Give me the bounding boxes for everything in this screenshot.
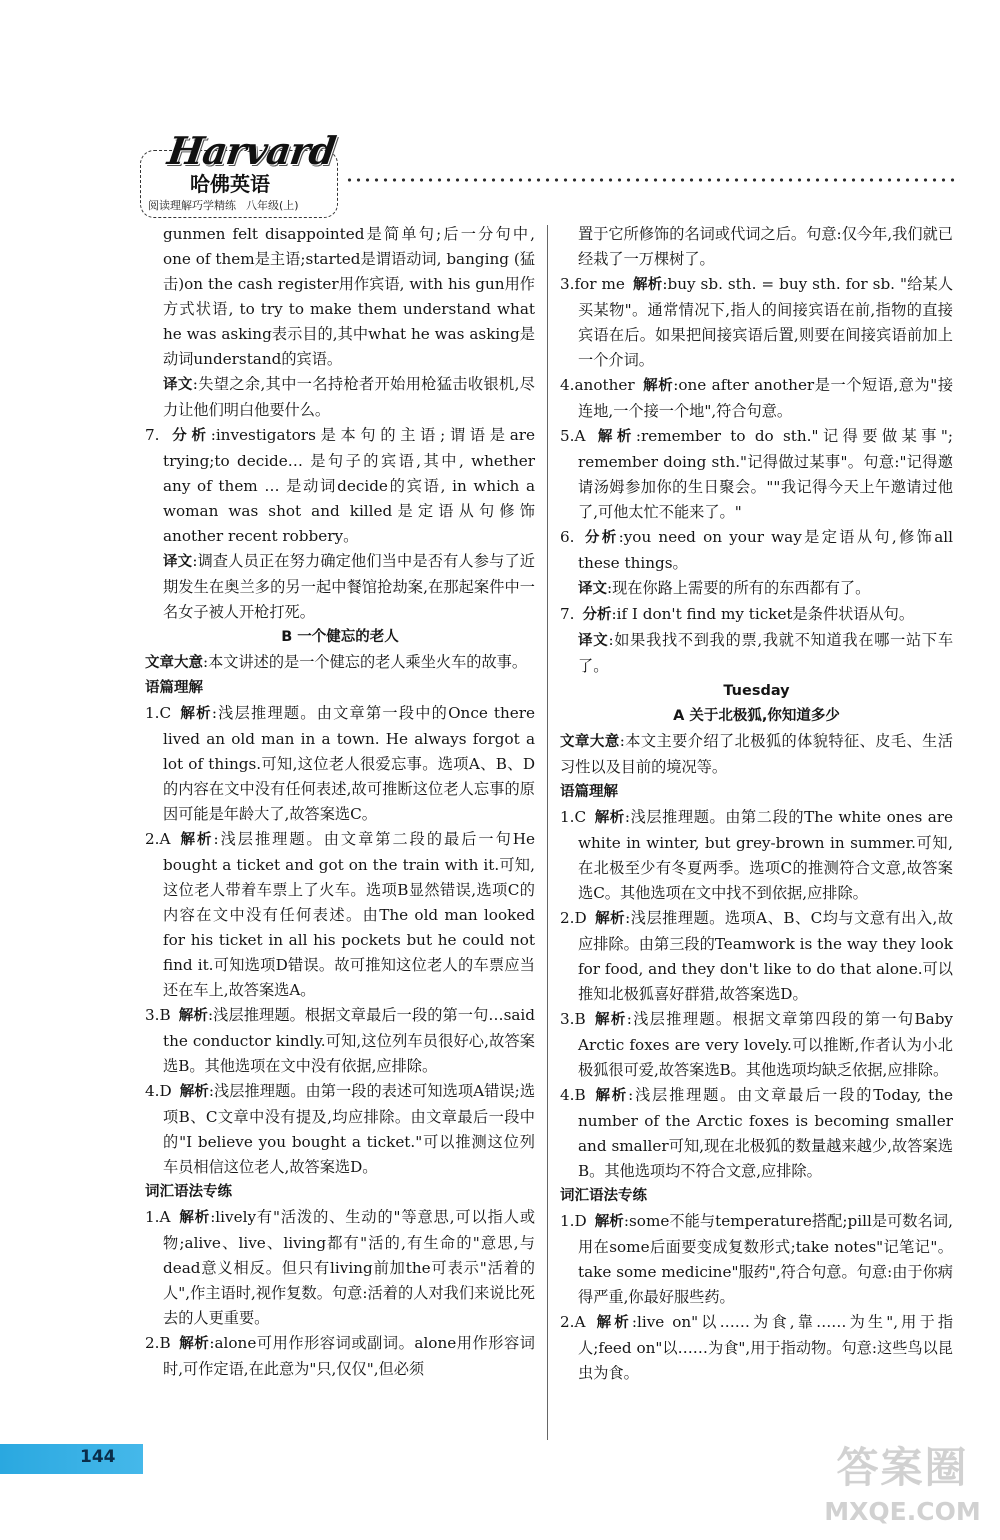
item-number: 4.B [560,1086,586,1104]
paragraph [145,676,535,701]
paragraph [145,827,535,1003]
paragraph-text: :浅层推理题。由第一段的表述可知选项A错误;选项B、C文章中没有提及,均应排除。由文章最后一段中的"I believe you bought a ticket."可以推测这位列车员相信这位老人,故答案选D。 [163,1082,536,1176]
item-label: 文章大意 [560,734,620,750]
paragraph [145,372,535,423]
item-number: 7. [145,426,160,444]
paragraph-text: :本文讲述的是一个健忘的老人乘坐火车的故事。 [203,653,528,671]
paragraph-text: :失望之余,其中一名持枪者开始用枪猛击收银机,尽力让他们明白他要什么。 [163,375,535,419]
paragraph-text: B 一个健忘的老人 [281,629,399,645]
item-number: 4.D [145,1082,172,1100]
item-label: 解析 [632,277,663,293]
paragraph-text: :lively有"活泼的、生动的"等意思,可以指人或物;alive、live、living都有"活的,有生命的"意思,与dead意义相反。但只有living前加the可表示"活着的人",作主语时,视作复数。句意:活着的人对我们来说比死去的人更重要。 [163,1208,536,1327]
item-label: 解析 [594,911,626,927]
watermark-url: MXQE.COM [824,1497,981,1526]
item-number: 7. [560,605,575,623]
item-label: 分析 [167,428,211,444]
paragraph [560,628,953,679]
paragraph-text: :investigators是本句的主语;谓语是are trying;to decide… 是句子的宾语,其中, whether any of them … 是动词decide的宾语, in which a woman was shot and killed是定语从句修饰another recent robbery。 [163,426,536,545]
item-number: 1.D [560,1212,587,1230]
item-number: 6. [560,528,575,546]
paragraph [560,1007,953,1083]
series-name: 阅读理解巧学精练 [148,199,236,212]
item-label: 译文 [578,633,609,649]
grade-label: 八年级(上) [246,199,299,212]
paragraph [560,1184,953,1209]
item-label: 解析 [593,429,636,445]
paragraph [145,1003,535,1079]
item-label: 解析 [594,1214,624,1230]
paragraph [560,576,953,602]
paragraph-text: :some不能与temperature搭配;pill是可数名词,用在some后面要变成复数形式;take notes"记笔记"。take some medicine"服药",符合句意。句意:由于你病得严重,你最好服些药。 [578,1212,953,1306]
paragraph [560,222,953,272]
item-number: 3.B [560,1010,586,1028]
item-label: 解析 [179,1084,209,1100]
dotted-rule [345,178,960,182]
paragraph [560,906,953,1007]
item-label: 解析 [593,1012,627,1028]
paragraph-text: 语篇理解 [560,784,618,800]
paragraph-text: :浅层推理题。根据文章最后一段的第一句…said the conductor kindly.可知,这位列车员很好心,故答案选B。其他选项在文中没有依据,应排除。 [163,1006,536,1075]
paragraph [145,549,535,625]
item-number: 4.another [560,376,635,394]
item-label: 分析 [582,607,612,623]
paragraph-text: 词汇语法专练 [560,1188,647,1204]
paragraph-text: :调查人员正在努力确定他们当中是否有人参与了近期发生在奥兰多的另一起中餐馆抢劫案,在那起案件中一名女子被人开枪打死。 [163,552,535,621]
item-label: 解析 [178,1008,208,1024]
paragraph [145,1180,535,1205]
watermark-logo [815,1440,990,1536]
item-label: 解析 [179,706,212,722]
paragraph-text: :浅层推理题。由文章最后一段的Today, the number of the Arctic foxes is becoming smaller and smaller可知,现在北极狐的数量越来越少,故答案选B。其他选项均不符合文意,应排除。 [578,1086,954,1180]
paragraph-text: :buy sb. sth. = buy sth. for sb. "给某人买某物"。通常情况下,指人的间接宾语在前,指物的直接宾语在后。如果把间接宾语后置,则要在间接宾语前加上一个介词。 [578,275,954,369]
brand-logo: Harvard [164,128,339,173]
paragraph [145,1205,535,1331]
page-number-tab [0,1444,143,1474]
paragraph [145,701,535,827]
paragraph [560,704,953,729]
paragraph-text: Tuesday [723,683,790,699]
paragraph [560,1310,953,1386]
item-number: 1.A [145,1208,171,1226]
item-number: 3.B [145,1006,171,1024]
paragraph-text: 置于它所修饰的名词或代词之后。句意:仅今年,我们就已经栽了一万棵树了。 [578,225,953,268]
item-label: 译文 [578,581,607,597]
item-label: 解析 [642,378,674,394]
paragraph-text: A 关于北极狐,你知道多少 [673,708,840,724]
item-number: 2.B [145,1334,171,1352]
paragraph [145,1331,535,1382]
item-number: 2.D [560,909,587,927]
paragraph [560,272,953,373]
item-label: 解析 [178,832,214,848]
paragraph-text: :one after another是一个短语,意为"接连地,一个接一个地",符合句意。 [578,376,954,420]
watermark-text: 答案圈 [836,1443,969,1492]
paragraph [145,625,535,650]
book-meta [148,197,299,213]
paragraph [560,1083,953,1184]
running-header [140,128,960,218]
paragraph-text: gunmen felt disappointed是简单句;后一分句中, one of them是主语;started是谓语动词, banging (猛击)on the cash register用作宾语, with his gun用作方式状语, to try to make them understand what he was asking表示目的,其中what he was asking是动词understand的宾语。 [163,225,535,368]
item-label: 分析 [582,530,619,546]
item-number: 3.for me [560,275,625,293]
paragraph-text: :浅层推理题。由第二段的The white ones are white in winter, but grey-brown in summer.可知,在北极至少有冬夏两季。选项C的推测符合文意,故答案选C。其他选项在文中找不到依据,应排除。 [578,808,953,902]
paragraph-text: :浅层推理题。由文章第一段中的Once there lived an old man in a town. He always forgot a lot of things.可知,这位老人很爱忘事。选项A、B、D的内容在文中没有任何表述,故可推断这位老人忘事的原因可能是年龄大了,故答案选C。 [163,704,535,823]
paragraph-text: 语篇理解 [145,680,203,696]
item-label: 解析 [593,1088,629,1104]
paragraph [560,780,953,805]
paragraph [145,650,535,676]
paragraph-text: :浅层推理题。由文章第二段的最后一句He bought a ticket and got on the train with it.可知,这位老人带着车票上了火车。选项B显然错误,选项C的内容在文中没有任何表述。由The old man looked for his ticket in all his pockets but he could not find it.可知选项D错误。故可推知这位老人的车票应当还在车上,故答案选A。 [163,830,535,999]
paragraph-text: 词汇语法专练 [145,1184,232,1200]
paragraph-text: :remember to do sth."记得要做某事"; remember doing sth."记得做过某事"。句意:"记得邀请汤姆参加你的生日聚会。""我记得今天上午邀请过他了,可他太忙不能来了。" [578,427,953,521]
paragraph-text: :if I don't find my ticket是条件状语从句。 [611,605,915,623]
paragraph-text: :浅层推理题。选项A、B、C均与文意有出入,故应排除。由第三段的Teamwork is the way they look for food, and they don't like to do that alone.可以推知北极狐喜好群猎,故答案选D。 [578,909,954,1003]
left-column [145,222,535,1382]
paragraph-text: :本文主要介绍了北极狐的体貌特征、皮毛、生活习性以及目前的境况等。 [560,732,953,776]
paragraph-text: :如果我找不到我的票,我就不知道我在哪一站下车了。 [578,631,954,675]
paragraph [560,424,953,525]
column-divider [547,225,548,1440]
paragraph-text: :you need on your way是定语从句,修饰all these things。 [578,528,954,572]
item-label: 解析 [178,1210,211,1226]
item-number: 1.C [560,808,587,826]
paragraph [145,1079,535,1180]
item-label: 译文 [163,554,193,570]
paragraph [560,729,953,780]
item-label: 文章大意 [145,655,203,671]
item-label: 解析 [594,810,625,826]
paragraph [560,805,953,906]
item-number: 5.A [560,427,586,445]
paragraph [145,222,535,372]
paragraph [560,679,953,704]
paragraph [560,373,953,424]
paragraph [560,602,953,628]
paragraph-text: :现在你路上需要的所有的东西都有了。 [607,579,871,597]
item-number: 2.A [560,1313,586,1331]
paragraph [145,423,535,549]
paragraph-text: :浅层推理题。根据文章第四段的第一句Baby Arctic foxes are very lovely.可以推断,作者认为小北极狐很可爱,故答案选B。其他选项均缺乏依据,应排除。 [578,1010,953,1079]
item-number: 2.A [145,830,171,848]
paragraph [560,1209,953,1310]
item-number: 1.C [145,704,172,722]
page-number: 144 [80,1447,116,1467]
item-label: 解析 [178,1336,210,1352]
paragraph [560,525,953,576]
paragraph-text: :alone可用作形容词或副词。alone用作形容词时,可作定语,在此意为"只,仅仅",但必须 [163,1334,535,1378]
paragraph-text: :live on"以……为食,靠……为生",用于指人;feed on"以……为食",用于指动物。句意:这些鸟以昆虫为食。 [578,1313,954,1382]
item-label: 译文 [163,377,193,393]
right-column [560,222,953,1386]
item-label: 解析 [593,1315,632,1331]
brand-subtitle: 哈佛英语 [190,172,270,196]
